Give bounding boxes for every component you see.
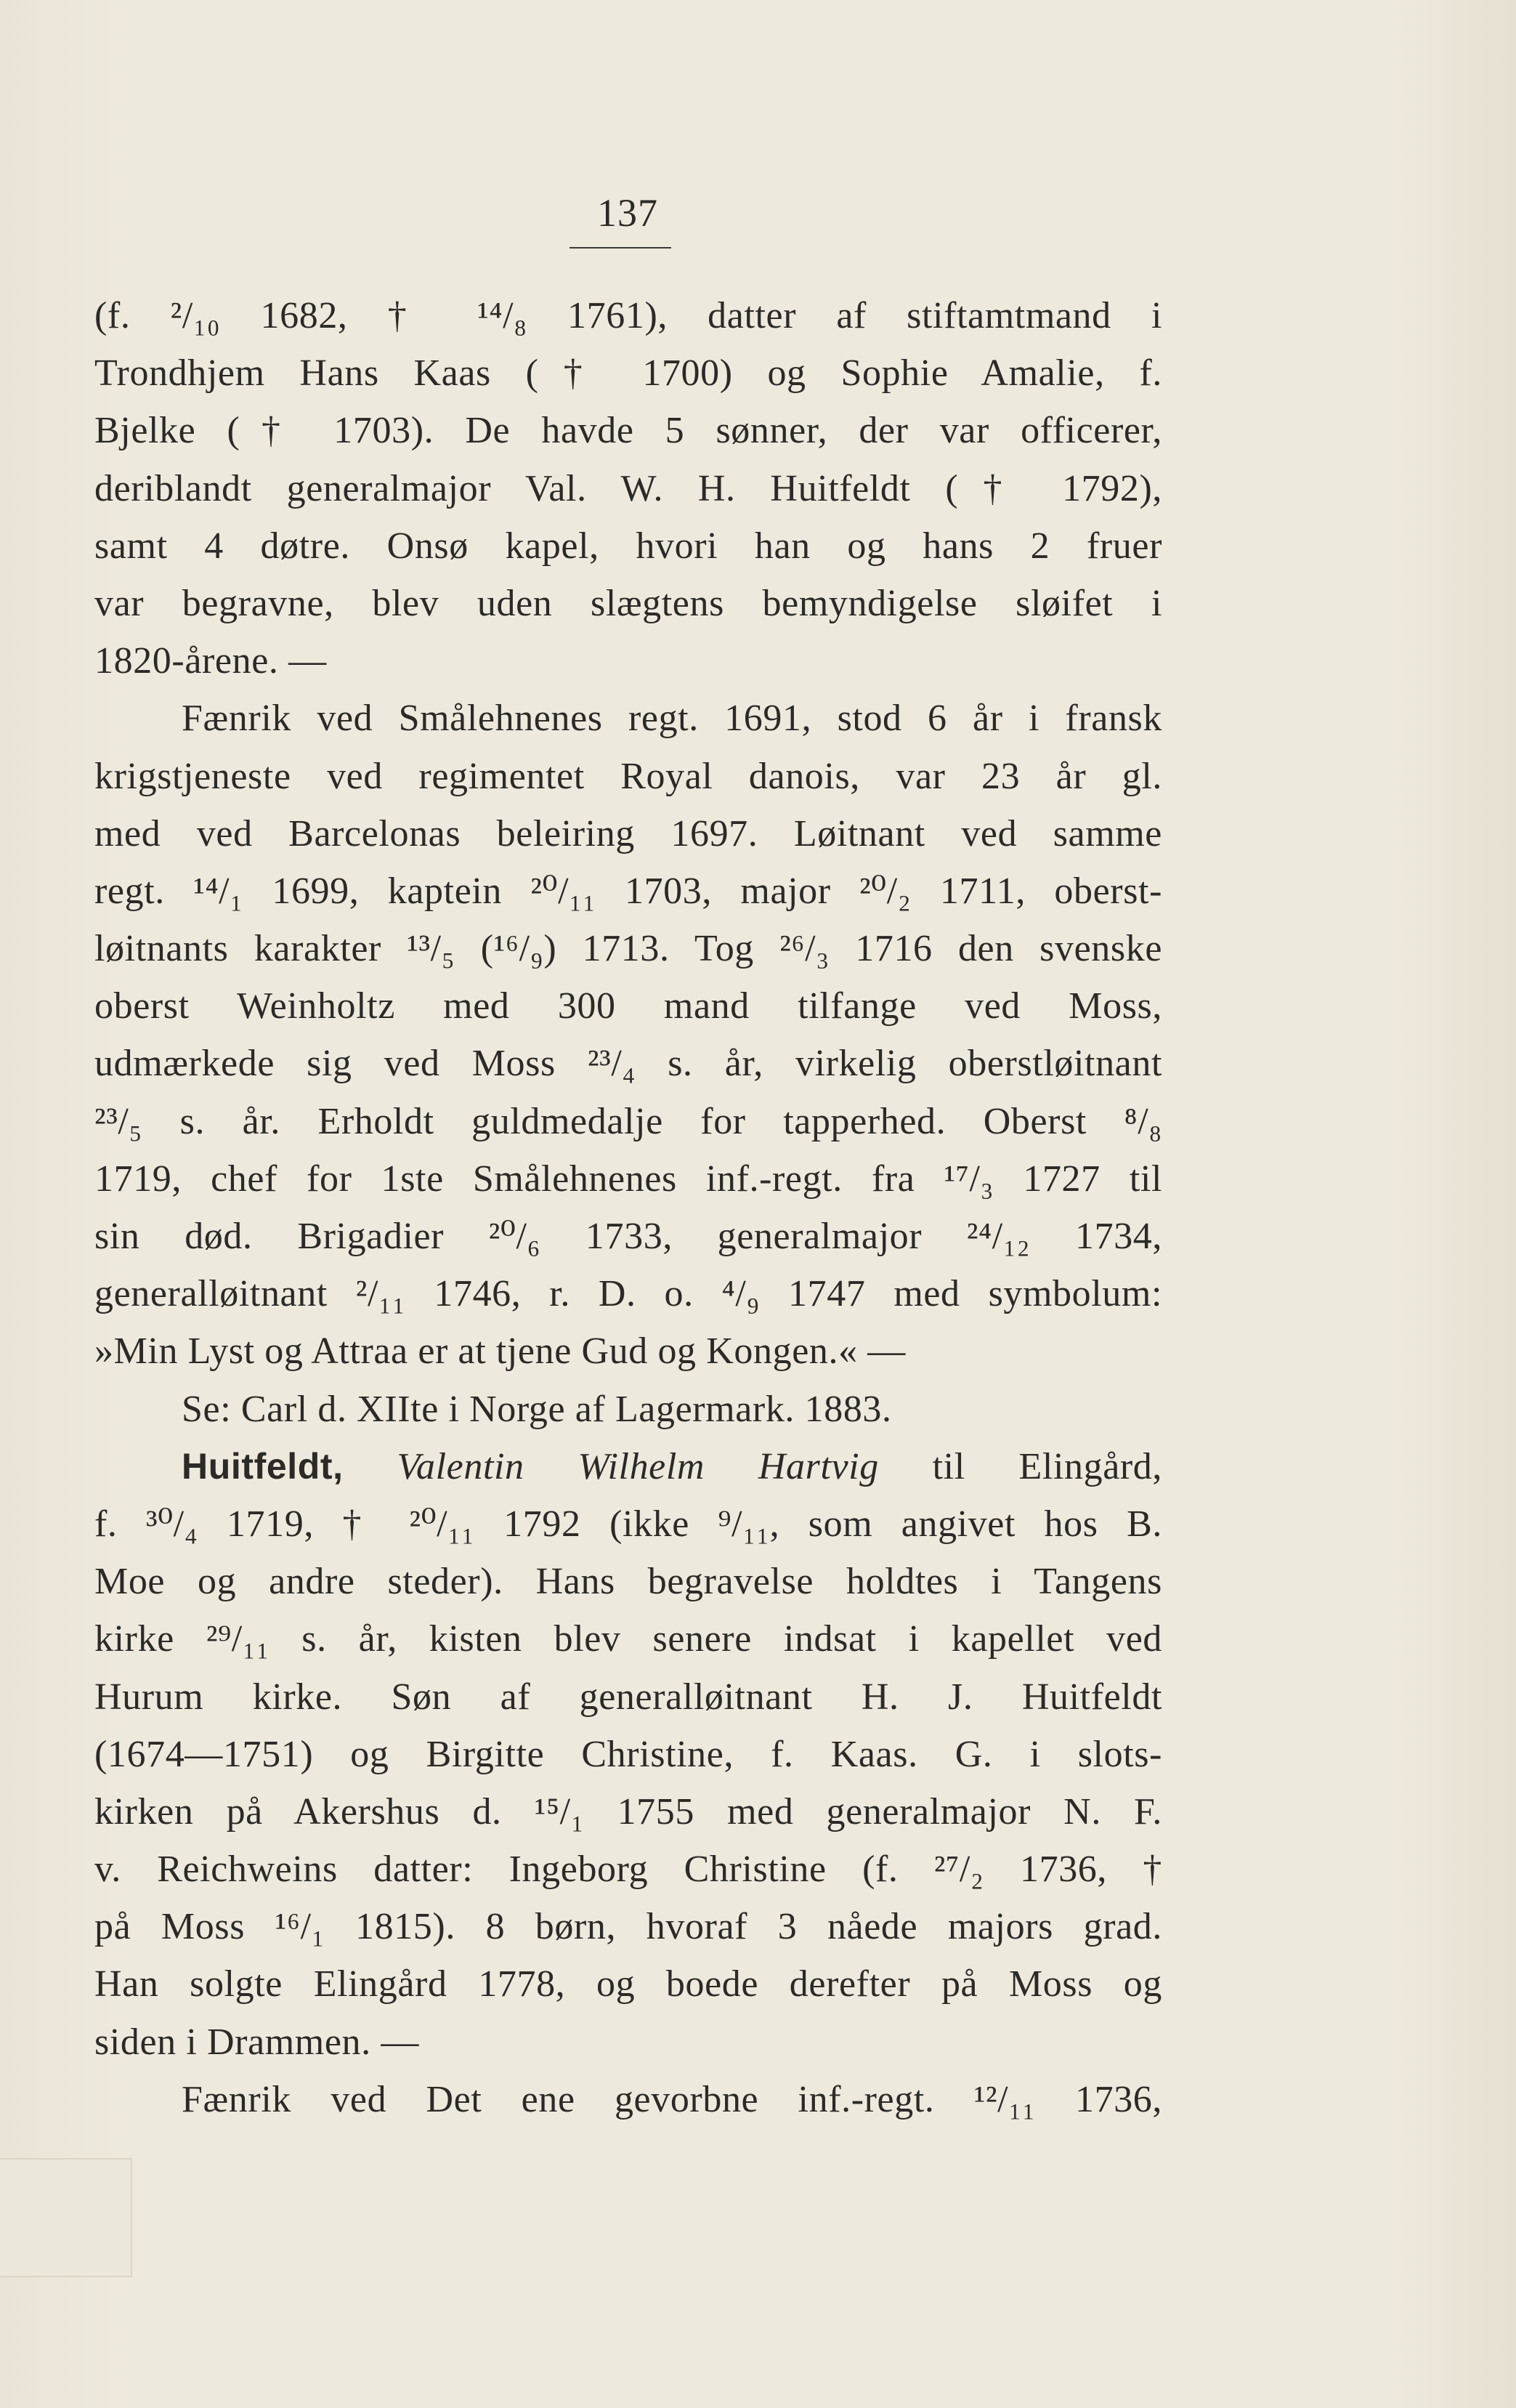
- text-line: udmærkede sig ved Moss ²³/₄ s. år, virkelig oberstløitnant: [94, 1043, 1162, 1085]
- page-number: 137: [597, 191, 658, 235]
- text-line: Bjelke († 1703). De havde 5 sønner, der var officerer,: [94, 410, 1162, 452]
- text-line: var begravne, blev uden slægtens bemyndigelse sløifet i: [94, 582, 1162, 624]
- text-line: Han solgte Elingård 1778, og boede derefter på Moss og: [94, 1963, 1162, 2005]
- text-line: oberst Weinholtz med 300 mand tilfange ved Moss,: [94, 985, 1162, 1027]
- text-line: på Moss ¹⁶/₁ 1815). 8 børn, hvoraf 3 nåede majors grad.: [94, 1906, 1162, 1948]
- entry-given-names: Valentin Wilhelm Hartvig: [397, 1445, 879, 1487]
- text-line: kirke ²⁹/₁₁ s. år, kisten blev senere indsat i kapellet ved: [94, 1618, 1162, 1660]
- entry-surname: Huitfeldt,: [182, 1445, 344, 1487]
- page-edge-tab: [0, 2158, 132, 2277]
- text-line: kirken på Akershus d. ¹⁵/₁ 1755 med generalmajor N. F.: [94, 1790, 1162, 1833]
- text-line: Fænrik ved Det ene gevorbne inf.-regt. ¹²/₁₁ 1736,: [182, 2078, 1162, 2120]
- page-number-rule: [569, 247, 671, 249]
- entry-heading-line: [94, 1438, 1162, 1495]
- text-line: Fænrik ved Smålehnenes regt. 1691, stod 6 år i fransk: [182, 698, 1162, 740]
- text-line: Moe og andre steder). Hans begravelse holdtes i Tangens: [94, 1561, 1162, 1603]
- text-line: sin død. Brigadier ²⁰/₆ 1733, generalmajor ²⁴/₁₂ 1734,: [94, 1216, 1162, 1257]
- text-line: generalløitnant ²/₁₁ 1746, r. D. o. ⁴/₉ 1747 med symbolum:: [94, 1273, 1162, 1315]
- text-line: Hurum kirke. Søn af generalløitnant H. J. Huitfeldt: [94, 1676, 1162, 1718]
- text-line: ²³/₅ s. år. Erholdt guldmedalje for tapperhed. Oberst ⁸/₈: [94, 1100, 1162, 1142]
- source-reference-line: Se: Carl d. XIIte i Norge af Lagermark. 1883.: [182, 1388, 892, 1430]
- text-line: Trondhjem Hans Kaas († 1700) og Sophie Amalie, f.: [94, 352, 1162, 395]
- text-line: 1719, chef for 1ste Smålehnenes inf.-regt. fra ¹⁷/₃ 1727 til: [94, 1157, 1162, 1200]
- text-line: løitnants karakter ¹³/₅ (¹⁶/₉) 1713. Tog ²⁶/₃ 1716 den svenske: [94, 928, 1162, 970]
- text-line: f. ³⁰/₄ 1719, † ²⁰/₁₁ 1792 (ikke ⁹/₁₁, som angivet hos B.: [94, 1503, 1162, 1545]
- text-line: 1820-årene. —: [94, 640, 327, 682]
- entry-heading-rest: til Elingård,: [932, 1445, 1163, 1487]
- body-text: [94, 287, 1162, 2128]
- text-line: samt 4 døtre. Onsø kapel, hvori han og hans 2 fruer: [94, 525, 1162, 567]
- text-line: deriblandt generalmajor Val. W. H. Huitfeldt († 1792),: [94, 467, 1162, 509]
- text-line: siden i Drammen. —: [94, 2021, 419, 2063]
- text-line: »Min Lyst og Attraa er at tjene Gud og Kongen.« —: [94, 1330, 906, 1373]
- text-line: med ved Barcelonas beleiring 1697. Løitnant ved samme: [94, 812, 1162, 854]
- text-line: regt. ¹⁴/₁ 1699, kaptein ²⁰/₁₁ 1703, major ²⁰/₂ 1711, oberst-: [94, 870, 1162, 912]
- text-line: (f. ²/₁₀ 1682, † ¹⁴/₈ 1761), datter af stiftamtmand i: [94, 295, 1162, 336]
- text-line: (1674—1751) og Birgitte Christine, f. Kaas. G. i slots-: [94, 1733, 1162, 1775]
- text-line: v. Reichweins datter: Ingeborg Christine (f. ²⁷/₂ 1736, †: [94, 1849, 1162, 1891]
- text-line: krigstjeneste ved regimentet Royal danois, var 23 år gl.: [94, 755, 1162, 797]
